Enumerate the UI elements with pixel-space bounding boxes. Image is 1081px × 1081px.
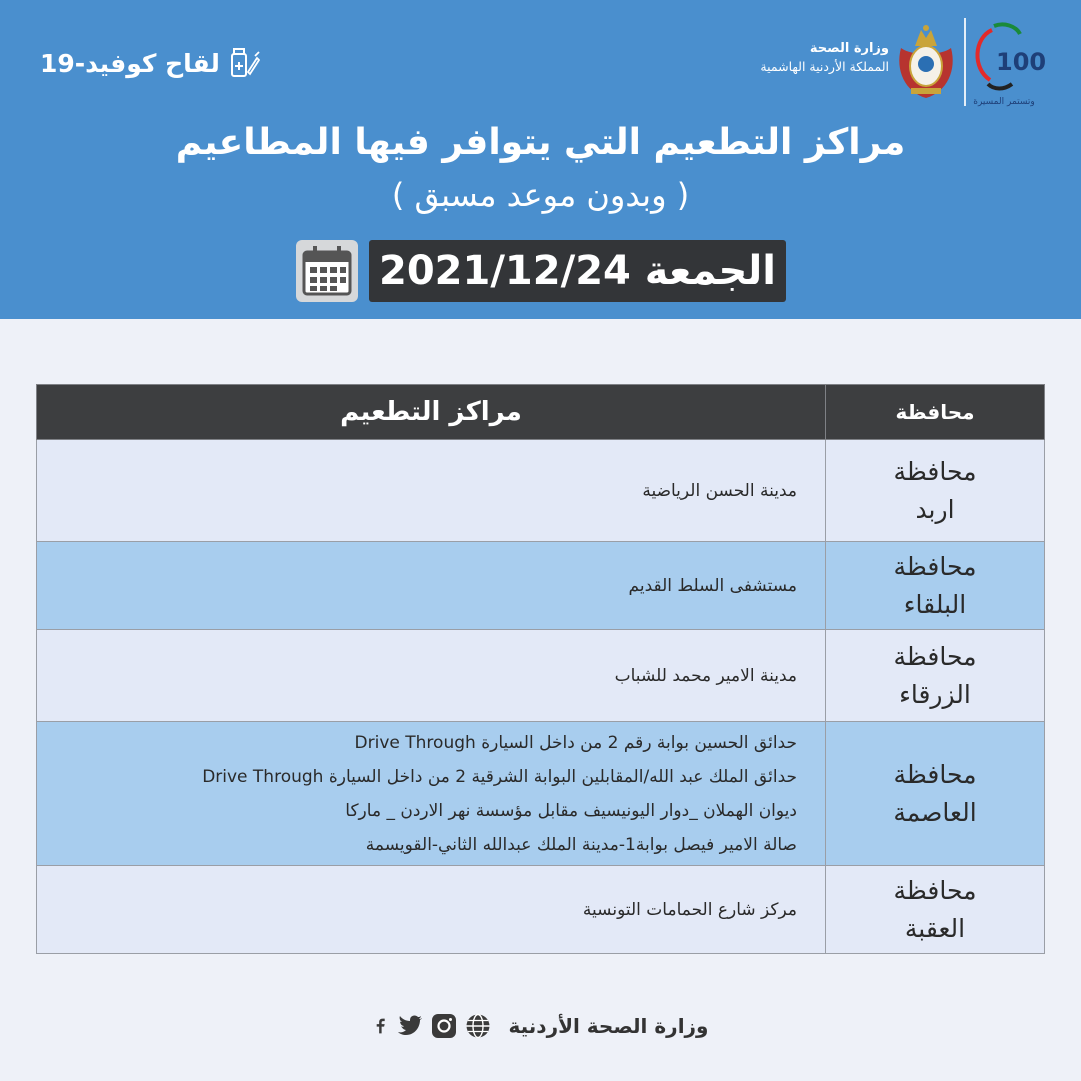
- governorate-cell: محافظة اربد: [826, 440, 1045, 542]
- vaccine-label: لقاح كوفيد-19: [40, 48, 220, 78]
- centers-cell: [37, 630, 826, 722]
- logo-divider: [964, 18, 966, 106]
- date-badge: الجمعة 2021/12/24: [369, 240, 786, 302]
- center-item: ديوان الهملان _دوار اليونيسيف مقابل مؤسسة نهر الاردن _ ماركا: [345, 800, 797, 821]
- page-title: مراكز التطعيم التي يتوافر فيها المطاعيم: [175, 122, 906, 163]
- footer-text: وزارة الصحة الأردنية: [508, 1014, 709, 1038]
- table-row: [37, 630, 1045, 722]
- governorate-cell: محافظة الزرقاء: [826, 630, 1045, 722]
- calendar-icon: [296, 240, 358, 302]
- globe-icon[interactable]: [465, 1013, 491, 1039]
- vaccine-label-block: [40, 46, 260, 80]
- table-row: [37, 440, 1045, 542]
- ministry-name-block: [760, 40, 889, 76]
- table-header-row: [37, 385, 1045, 440]
- centers-cell: [37, 542, 826, 630]
- page-subtitle: ( وبدون موعد مسبق ): [391, 176, 690, 214]
- center-item: صالة الامير فيصل بوابة1-مدينة الملك عبدالله الثاني-القويسمة: [365, 834, 797, 855]
- instagram-icon[interactable]: [431, 1013, 457, 1039]
- vaccine-vial-icon: [228, 46, 260, 80]
- centers-cell: [37, 722, 826, 866]
- centers-cell: [37, 866, 826, 954]
- footer: [0, 1013, 1081, 1039]
- center-item: حدائق الحسين بوابة رقم 2 من داخل السيارة Drive Through: [354, 732, 797, 753]
- center-item: حدائق الملك عبد الله/المقابلين البوابة الشرقية 2 من داخل السيارة Drive Through: [202, 766, 797, 787]
- center-item: مدينة الامير محمد للشباب: [614, 665, 797, 686]
- svg-text:وتستمر المسيرة: وتستمر المسيرة: [973, 97, 1035, 107]
- header-banner: [0, 0, 1081, 319]
- kingdom-name: المملكة الأردنية الهاشمية: [760, 59, 889, 74]
- governorate-cell: محافظة العاصمة: [826, 722, 1045, 866]
- twitter-icon[interactable]: [397, 1013, 423, 1039]
- centennial-logo-icon: [964, 18, 1048, 108]
- vaccination-centers-table: [36, 384, 1045, 954]
- table-row: [37, 866, 1045, 954]
- table-row: [37, 722, 1045, 866]
- table-row: [37, 542, 1045, 630]
- column-header-governorate: محافظة: [826, 385, 1045, 440]
- centers-cell: [37, 440, 826, 542]
- facebook-icon[interactable]: [373, 1013, 389, 1039]
- column-header-centers: مراكز التطعيم: [37, 385, 826, 440]
- coat-of-arms-icon: [893, 20, 959, 102]
- governorate-cell: محافظة العقبة: [826, 866, 1045, 954]
- center-item: مركز شارع الحمامات التونسية: [582, 899, 797, 920]
- svg-text:100: 100: [996, 48, 1047, 76]
- governorate-cell: محافظة البلقاء: [826, 542, 1045, 630]
- center-item: مدينة الحسن الرياضية: [642, 480, 797, 501]
- ministry-name: وزارة الصحة: [809, 41, 889, 56]
- center-item: مستشفى السلط القديم: [628, 575, 797, 596]
